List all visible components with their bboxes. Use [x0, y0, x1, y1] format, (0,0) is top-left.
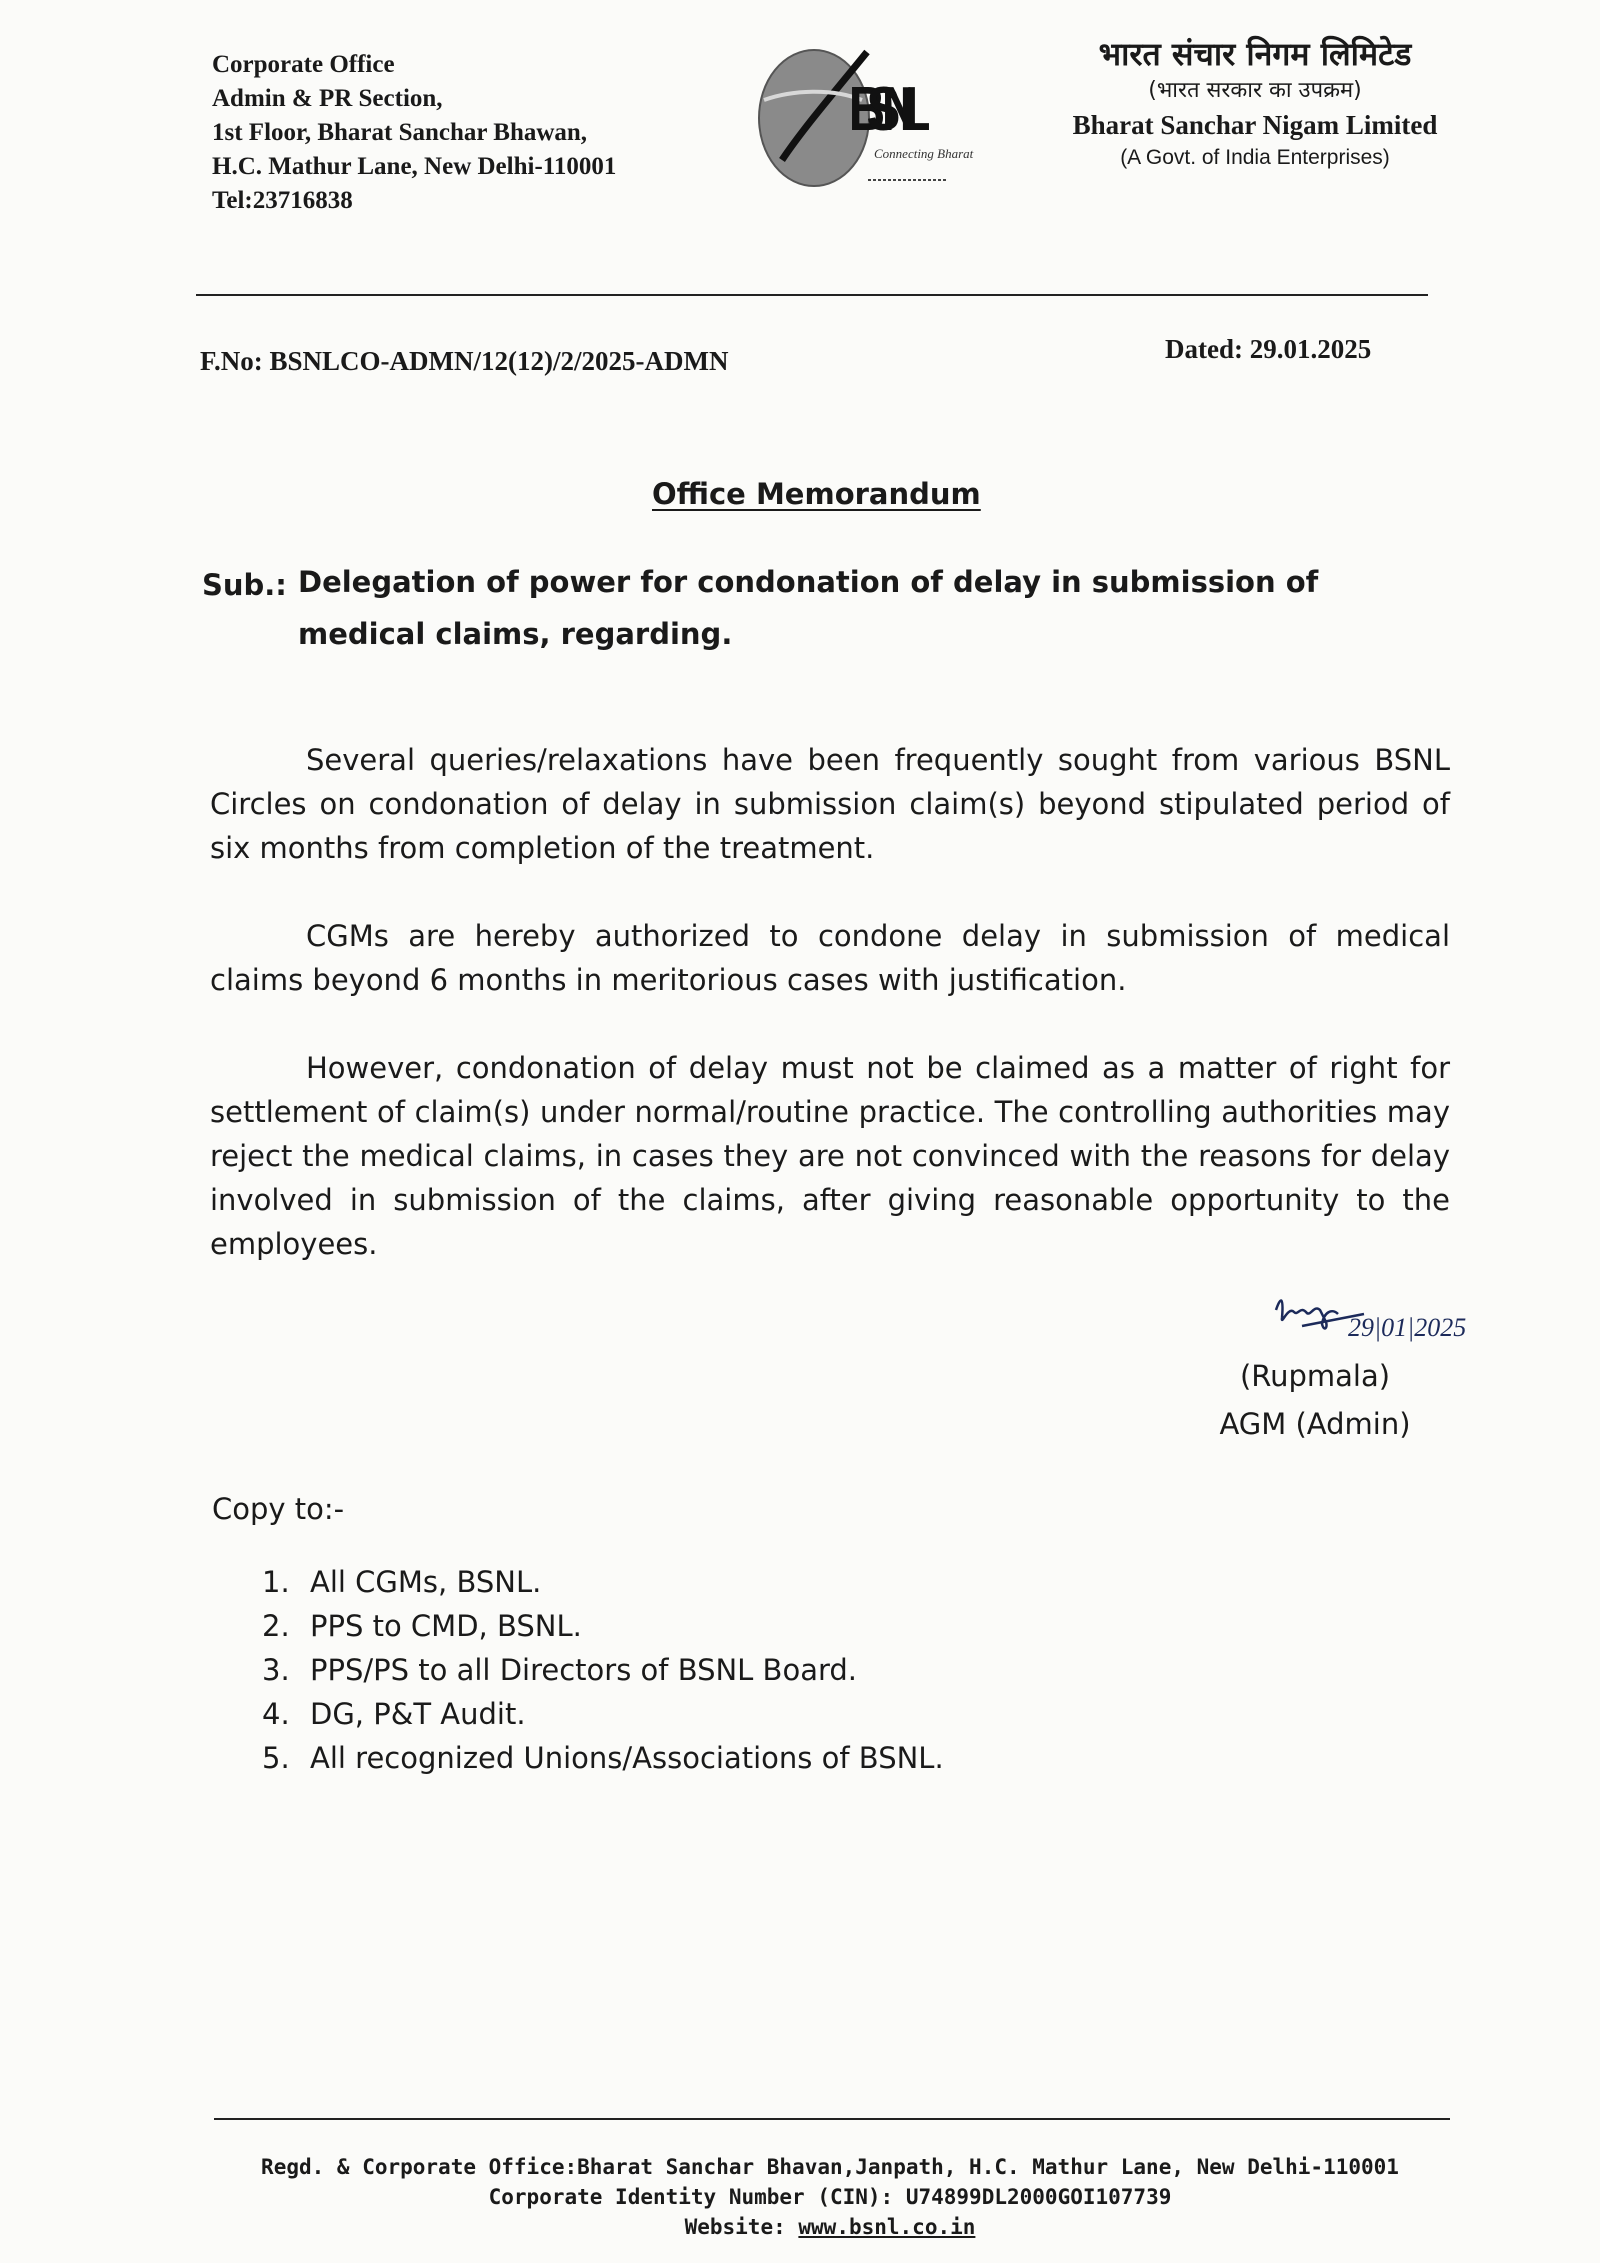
- list-item: [262, 1736, 944, 1780]
- signatory-designation: AGM (Admin): [1219, 1407, 1411, 1441]
- list-item-text: PPS/PS to all Directors of BSNL Board.: [310, 1653, 858, 1687]
- body-paragraph: [210, 738, 1450, 870]
- footer-cin: Corporate Identity Number (CIN): U74899DL2000GOI107739: [488, 2185, 1172, 2209]
- date: Dated: 29.01.2025: [1165, 334, 1372, 364]
- signatory-name: (Rupmala): [1239, 1359, 1391, 1393]
- list-item-text: All CGMs, BSNL.: [310, 1565, 542, 1599]
- list-item: [262, 1560, 944, 1604]
- paragraph-text: However, condonation of delay must not be claimed as a matter of right for settlement of claim(s) under normal/routine practice. The controlling authorities may reject the medical claims, in cases they are not convinced with the reasons for delay involved in submission of the claims, after giving reasonable opportunity to the employees.: [210, 1051, 1450, 1261]
- bsnl-logo: [742, 40, 992, 200]
- copy-to-list: [262, 1560, 944, 1780]
- company-name-english: Bharat Sanchar Nigam Limited: [1072, 110, 1438, 140]
- website-label: Website:: [684, 2215, 799, 2239]
- body-paragraph: [210, 1046, 1450, 1266]
- address-line: Corporate Office: [212, 51, 395, 78]
- list-item-text: All recognized Unions/Associations of BSNL.: [310, 1741, 944, 1775]
- page-title: Office Memorandum: [652, 477, 981, 511]
- footer-address: Regd. & Corporate Office:Bharat Sanchar Bhavan,Janpath, H.C. Mathur Lane, New Delhi-110001: [261, 2155, 1399, 2179]
- list-item-number: 5.: [262, 1741, 290, 1775]
- company-subtitle-english: (A Govt. of India Enterprises): [1120, 146, 1390, 169]
- footer-divider: [214, 2118, 1450, 2120]
- corporate-address-block: [212, 48, 616, 218]
- file-number: F.No: BSNLCO-ADMN/12(12)/2/2025-ADMN: [200, 346, 729, 376]
- signatory-block: [1200, 1352, 1430, 1448]
- list-item-number: 1.: [262, 1565, 290, 1599]
- company-subtitle-hindi: (भारत सरकार का उपक्रम): [1148, 78, 1362, 103]
- company-name-block: [1020, 32, 1490, 172]
- address-line: 1st Floor, Bharat Sanchar Bhawan,: [212, 119, 588, 146]
- address-line: Tel:23716838: [212, 187, 353, 214]
- list-item-number: 4.: [262, 1697, 290, 1731]
- subject-text: Delegation of power for condonation of delay in submission of medical claims, regarding.: [298, 565, 1319, 651]
- handwritten-signature: [1268, 1288, 1508, 1358]
- footer-website: [210, 2212, 1450, 2242]
- footer: [210, 2152, 1450, 2242]
- address-line: H.C. Mathur Lane, New Delhi-110001: [212, 153, 617, 180]
- list-item: [262, 1648, 944, 1692]
- svg-text:29|01|2025: 29|01|2025: [1348, 1313, 1467, 1342]
- list-item-text: PPS to CMD, BSNL.: [310, 1609, 582, 1643]
- subject-label: Sub.:: [202, 568, 287, 602]
- copy-to-label: Copy to:-: [212, 1492, 345, 1526]
- list-item-number: 3.: [262, 1653, 290, 1687]
- logo-tagline: Connecting Bharat: [874, 146, 974, 161]
- logo-text: BSNL: [848, 75, 931, 145]
- body-paragraph: [210, 914, 1450, 1002]
- list-item: [262, 1604, 944, 1648]
- address-line: Admin & PR Section,: [212, 85, 443, 112]
- website-link[interactable]: www.bsnl.co.in: [798, 2215, 976, 2239]
- company-name-hindi: भारत संचार निगम लिमिटेड: [1098, 35, 1412, 73]
- list-item-text: DG, P&T Audit.: [310, 1697, 526, 1731]
- list-item-number: 2.: [262, 1609, 290, 1643]
- paragraph-text: CGMs are hereby authorized to condone delay in submission of medical claims beyond 6 months in meritorious cases with justification.: [210, 919, 1450, 997]
- list-item: [262, 1692, 944, 1736]
- header-divider: [196, 294, 1428, 296]
- paragraph-text: Several queries/relaxations have been frequently sought from various BSNL Circles on condonation of delay in submission claim(s) beyond stipulated period of six months from completion of the treatment.: [210, 743, 1450, 865]
